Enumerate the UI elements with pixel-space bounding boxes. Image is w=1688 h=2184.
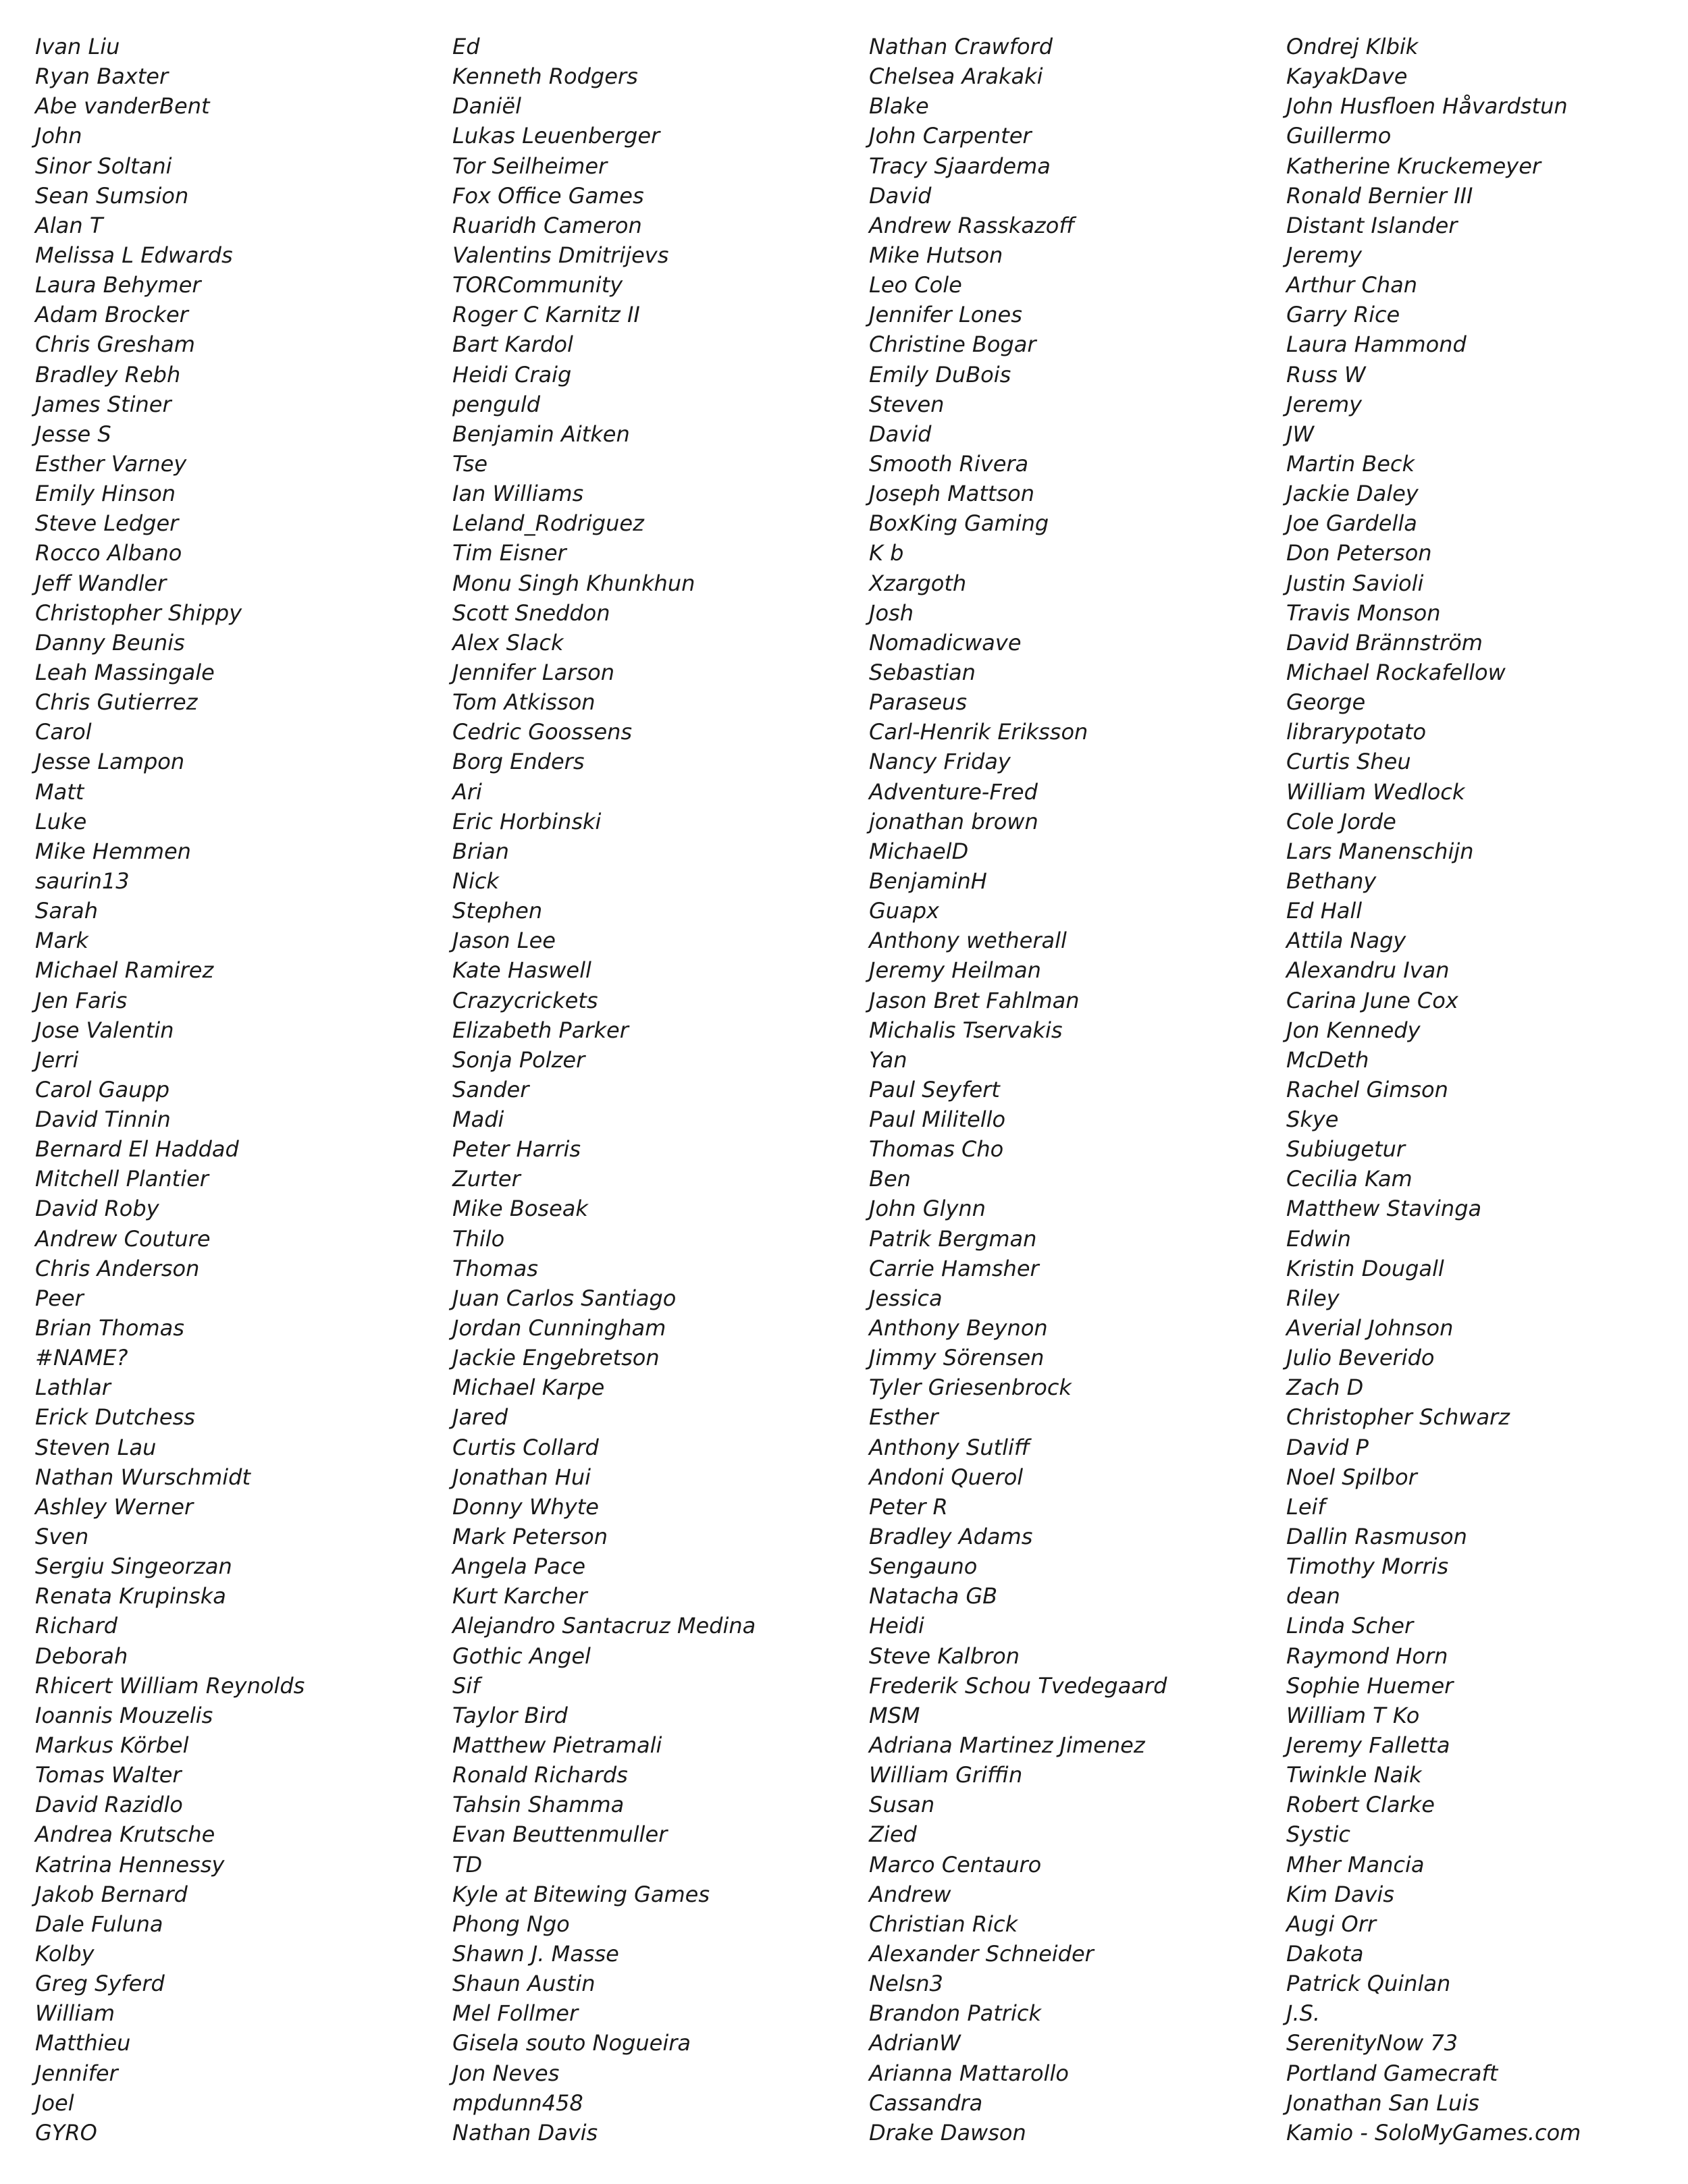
name-entry: #NAME? — [35, 1345, 128, 1371]
name-entry: Mitchell Plantier — [35, 1166, 209, 1192]
name-entry: Anthony Beynon — [869, 1315, 1048, 1341]
name-entry: Melissa L Edwards — [35, 242, 233, 268]
name-entry: David P — [1286, 1434, 1369, 1460]
name-entry: Jesse Lampon — [35, 749, 185, 775]
name-entry: Gothic Angel — [452, 1643, 591, 1669]
name-entry: Leah Massingale — [35, 659, 215, 685]
name-entry: Noel Spilbor — [1286, 1464, 1417, 1490]
name-entry: AdrianW — [869, 2030, 961, 2056]
name-entry: William Wedlock — [1286, 778, 1465, 805]
name-entry: Tomas Walter — [35, 1762, 182, 1788]
name-entry: mpdunn458 — [452, 2089, 583, 2116]
name-entry: William — [35, 2000, 115, 2027]
name-entry: McDeth — [1286, 1046, 1369, 1073]
name-entry: Alexander Schneider — [869, 1941, 1094, 1967]
name-entry: Jeremy — [1286, 391, 1363, 417]
name-entry: Steven — [869, 391, 945, 417]
name-entry: Cedric Goossens — [452, 719, 633, 745]
name-entry: Jimmy Sörensen — [869, 1345, 1045, 1371]
name-entry: Rocco Albano — [35, 540, 182, 566]
name-entry: Mike Hemmen — [35, 838, 191, 864]
name-entry: Joel — [35, 2089, 74, 2116]
name-entry: Ari — [452, 778, 482, 805]
name-entry: Tim Eisner — [452, 540, 566, 566]
name-entry: Ryan Baxter — [35, 63, 169, 90]
name-entry: Portland Gamecraft — [1286, 2060, 1498, 2086]
name-entry: Shawn J. Masse — [452, 1941, 619, 1967]
name-entry: Ruaridh Cameron — [452, 212, 642, 238]
name-entry: Jose Valentin — [35, 1017, 174, 1043]
name-entry: Jared — [452, 1404, 508, 1431]
name-entry: Sarah — [35, 898, 98, 924]
name-entry: TORCommunity — [452, 272, 623, 298]
name-entry: Andrew Rasskazoff — [869, 212, 1075, 238]
name-entry: Nathan Crawford — [869, 34, 1053, 59]
name-entry: Lathlar — [35, 1375, 111, 1401]
name-entry: Jennifer — [35, 2060, 118, 2086]
name-entry: Ioannis Mouzelis — [35, 1702, 213, 1728]
name-entry: Markus Körbel — [35, 1732, 189, 1759]
name-entry: Ivan Liu — [35, 34, 120, 59]
name-entry: Luke — [35, 808, 87, 834]
name-entry: Guillermo — [1286, 123, 1392, 149]
name-entry: MichaelD — [869, 838, 969, 864]
name-entry: Jason Bret Fahlman — [869, 987, 1080, 1013]
name-entry: David — [869, 421, 932, 447]
name-entry: Ondrej Klbik — [1286, 34, 1419, 59]
name-entry: Roger C Karnitz II — [452, 302, 640, 328]
name-entry: Dakota — [1286, 1941, 1364, 1967]
name-entry: Kristin Dougall — [1286, 1255, 1444, 1281]
name-entry: Peer — [35, 1285, 84, 1311]
name-entry: Zach D — [1286, 1375, 1364, 1401]
name-entry: Sean Sumsion — [35, 182, 189, 209]
name-entry: Russ W — [1286, 361, 1366, 388]
name-entry: Natacha GB — [869, 1583, 998, 1609]
name-entry: Matthew Stavinga — [1286, 1196, 1482, 1222]
name-entry: David Tinnin — [35, 1107, 171, 1133]
name-entry: Peter R — [869, 1493, 948, 1520]
name-entry: Carol — [35, 719, 92, 745]
name-entry: Matthieu — [35, 2030, 131, 2056]
name-entry: Alex Slack — [452, 629, 564, 656]
name-entry: dean — [1286, 1583, 1340, 1609]
name-entry: Attila Nagy — [1286, 928, 1406, 954]
name-entry: Leland_Rodriguez — [452, 510, 644, 537]
name-entry: Zurter — [452, 1166, 521, 1192]
name-entry: Thilo — [452, 1225, 505, 1252]
name-entry: Evan Beuttenmuller — [452, 1821, 668, 1848]
name-entry: BenjaminH — [869, 868, 987, 894]
name-entry: Adriana Martinez Jimenez — [869, 1732, 1145, 1759]
name-entry: Jason Lee — [452, 928, 556, 954]
name-entry: Michael Ramirez — [35, 957, 214, 984]
name-entry: Brandon Patrick — [869, 2000, 1041, 2027]
name-entry: Leo Cole — [869, 272, 962, 298]
name-entry: Raymond Horn — [1286, 1643, 1448, 1669]
name-entry: Sif — [452, 1672, 480, 1699]
name-entry: Robert Clarke — [1286, 1792, 1435, 1818]
name-entry: Tracy Sjaardema — [869, 153, 1051, 179]
name-entry: Andrew — [869, 1881, 951, 1907]
name-entry: Kenneth Rodgers — [452, 63, 638, 90]
name-entry: David — [869, 182, 932, 209]
name-entry: saurin13 — [35, 868, 130, 894]
name-entry: Adventure-Fred — [869, 778, 1038, 805]
name-entry: Christian Rick — [869, 1911, 1018, 1937]
name-entry: Ed — [452, 34, 480, 59]
name-entry: Jordan Cunningham — [452, 1315, 666, 1341]
name-entry: Kate Haswell — [452, 957, 591, 984]
name-entry: Tahsin Shamma — [452, 1792, 625, 1818]
name-entry: Twinkle Naik — [1286, 1762, 1422, 1788]
name-entry: Matthew Pietramali — [452, 1732, 662, 1759]
name-entry: Bradley Adams — [869, 1524, 1033, 1550]
name-entry: Ben — [869, 1166, 911, 1192]
name-entry: Zied — [869, 1821, 917, 1848]
name-entry: Cecilia Kam — [1286, 1166, 1413, 1192]
name-entry: Kamio - SoloMyGames.com — [1286, 2119, 1581, 2146]
name-entry: Jeremy Heilman — [869, 957, 1041, 984]
name-entry: Emily DuBois — [869, 361, 1011, 388]
name-entry: Donny Whyte — [452, 1493, 599, 1520]
name-entry: Curtis Sheu — [1286, 749, 1411, 775]
name-entry: Katherine Kruckemeyer — [1286, 153, 1541, 179]
name-entry: Garry Rice — [1286, 302, 1400, 328]
name-entry: Tor Seilheimer — [452, 153, 608, 179]
name-entry: Christopher Schwarz — [1286, 1404, 1510, 1431]
name-entry: Monu Singh Khunkhun — [452, 570, 695, 596]
name-entry: Jeremy — [1286, 242, 1363, 268]
name-entry: Jerri — [35, 1046, 79, 1073]
name-entry: Alexandru Ivan — [1286, 957, 1450, 984]
name-entry: Christine Bogar — [869, 331, 1036, 358]
name-entry: Ashley Werner — [35, 1493, 194, 1520]
name-entry: Thomas Cho — [869, 1136, 1004, 1163]
name-entry: Alan T — [35, 212, 103, 238]
name-entry: Tom Atkisson — [452, 689, 596, 716]
name-entry: Esther — [869, 1404, 939, 1431]
name-entry: Jennifer Lones — [869, 302, 1022, 328]
name-entry: J.S. — [1286, 2000, 1321, 2027]
name-entry: Chelsea Arakaki — [869, 63, 1043, 90]
name-entry: Jesse S — [35, 421, 111, 447]
name-entry: Nathan Davis — [452, 2119, 598, 2146]
name-entry: Jackie Engebretson — [452, 1345, 660, 1371]
name-entry: Bradley Rebh — [35, 361, 181, 388]
name-entry: Daniël — [452, 93, 521, 119]
name-entry: Augi Orr — [1286, 1911, 1377, 1937]
name-entry: Don Peterson — [1286, 540, 1432, 566]
name-entry: Katrina Hennessy — [35, 1851, 225, 1877]
name-entry: Carol Gaupp — [35, 1076, 170, 1102]
name-column-4 — [1286, 32, 1688, 2148]
name-entry: Averial Johnson — [1286, 1315, 1454, 1341]
name-entry: Andrea Krutsche — [35, 1821, 215, 1848]
name-entry: Chris Anderson — [35, 1255, 200, 1281]
name-entry: Abe vanderBent — [35, 93, 210, 119]
name-entry: penguld — [452, 391, 541, 417]
name-entry: Lars Manenschijn — [1286, 838, 1474, 864]
name-entry: Blake — [869, 93, 929, 119]
name-entry: Sven — [35, 1524, 89, 1550]
name-entry: Taylor Bird — [452, 1702, 568, 1728]
name-entry: Carina June Cox — [1286, 987, 1458, 1013]
name-entry: Steve Kalbron — [869, 1643, 1020, 1669]
name-column-3 — [869, 32, 1274, 2148]
name-entry: John Glynn — [869, 1196, 986, 1222]
name-entry: Laura Behymer — [35, 272, 201, 298]
name-entry: James Stiner — [35, 391, 172, 417]
name-entry: Yan — [869, 1046, 907, 1073]
name-entry: Guapx — [869, 898, 939, 924]
name-entry: Sergiu Singeorzan — [35, 1553, 232, 1580]
name-entry: Sebastian — [869, 659, 976, 685]
name-entry: David Brännström — [1286, 629, 1483, 656]
name-entry: Sengauno — [869, 1553, 978, 1580]
name-entry: Smooth Rivera — [869, 450, 1029, 477]
name-entry: Matt — [35, 778, 84, 805]
name-entry: Mel Follmer — [452, 2000, 579, 2027]
name-entry: Patrik Bergman — [869, 1225, 1037, 1252]
name-entry: MSM — [869, 1702, 920, 1728]
name-entry: Eric Horbinski — [452, 808, 602, 834]
name-entry: Deborah — [35, 1643, 128, 1669]
name-entry: Tyler Griesenbrock — [869, 1375, 1072, 1401]
name-entry: K b — [869, 540, 904, 566]
name-entry: Michalis Tservakis — [869, 1017, 1063, 1043]
name-entry: Christopher Shippy — [35, 600, 242, 626]
name-entry: Heidi Craig — [452, 361, 572, 388]
name-entry: Juan Carlos Santiago — [452, 1285, 677, 1311]
name-entry: Fox Office Games — [452, 182, 644, 209]
name-entry: Michael Rockafellow — [1286, 659, 1506, 685]
name-entry: William T Ko — [1286, 1702, 1420, 1728]
name-entry: Distant Islander — [1286, 212, 1458, 238]
name-entry: John Husfloen Håvardstun — [1286, 93, 1568, 119]
name-entry: Benjamin Aitken — [452, 421, 630, 447]
name-entry: Bart Kardol — [452, 331, 573, 358]
name-entry: Mher Mancia — [1286, 1851, 1425, 1877]
name-entry: Anthony Sutliff — [869, 1434, 1030, 1460]
name-entry: librarypotato — [1286, 719, 1427, 745]
name-entry: jonathan brown — [869, 808, 1038, 834]
name-entry: Chris Gutierrez — [35, 689, 198, 716]
name-entry: Edwin — [1286, 1225, 1351, 1252]
name-entry: George — [1286, 689, 1366, 716]
name-entry: Steve Ledger — [35, 510, 179, 537]
name-entry: Jon Neves — [452, 2060, 560, 2086]
name-entry: Tse — [452, 450, 488, 477]
name-entry: Joe Gardella — [1286, 510, 1417, 537]
name-entry: Phong Ngo — [452, 1911, 570, 1937]
name-entry: Madi — [452, 1107, 504, 1133]
name-entry: Jon Kennedy — [1286, 1017, 1421, 1043]
name-entry: Leif — [1286, 1493, 1325, 1520]
name-column-1 — [35, 32, 440, 2148]
name-entry: Heidi — [869, 1613, 924, 1639]
name-entry: Sophie Huemer — [1286, 1672, 1454, 1699]
name-entry: Emily Hinson — [35, 481, 176, 507]
name-entry: Sander — [452, 1076, 529, 1102]
name-entry: Greg Syferd — [35, 1971, 165, 1997]
name-entry: Kyle at Bitewing Games — [452, 1881, 710, 1907]
name-entry: David Roby — [35, 1196, 159, 1222]
name-entry: Nick — [452, 868, 499, 894]
name-entry: SerenityNow 73 — [1286, 2030, 1458, 2056]
name-entry: Richard — [35, 1613, 118, 1639]
name-entry: Mark — [35, 928, 88, 954]
name-entry: Timothy Morris — [1286, 1553, 1449, 1580]
name-entry: Angela Pace — [452, 1553, 586, 1580]
name-entry: Anthony wetherall — [869, 928, 1067, 954]
name-entry: Jeff Wandler — [35, 570, 167, 596]
name-entry: Mike Hutson — [869, 242, 1003, 268]
name-entry: Susan — [869, 1792, 935, 1818]
name-entry: Systic — [1286, 1821, 1350, 1848]
name-entry: Drake Dawson — [869, 2119, 1026, 2146]
name-entry: Nomadicwave — [869, 629, 1022, 656]
name-entry: Laura Hammond — [1286, 331, 1467, 358]
name-entry: Nelsn3 — [869, 1971, 943, 1997]
name-entry: Dale Fuluna — [35, 1911, 163, 1937]
name-entry: William Griffin — [869, 1762, 1023, 1788]
name-entry: Jakob Bernard — [35, 1881, 188, 1907]
name-entry: Kolby — [35, 1941, 95, 1967]
name-entry: Nancy Friday — [869, 749, 1011, 775]
name-entry: Skye — [1286, 1107, 1339, 1133]
name-entry: Brian — [452, 838, 509, 864]
name-entry: Riley — [1286, 1285, 1340, 1311]
name-entry: Jessica — [869, 1285, 943, 1311]
name-entry: Julio Beverido — [1286, 1345, 1435, 1371]
name-entry: Paul Seyfert — [869, 1076, 1000, 1102]
name-entry: GYRO — [35, 2119, 97, 2146]
name-entry: Travis Monson — [1286, 600, 1441, 626]
name-entry: TD — [452, 1851, 483, 1877]
name-entry: Shaun Austin — [452, 1971, 596, 1997]
name-entry: Bernard El Haddad — [35, 1136, 239, 1163]
name-entry: Patrick Quinlan — [1286, 1971, 1451, 1997]
name-entry: Kim Davis — [1286, 1881, 1394, 1907]
name-entry: Brian Thomas — [35, 1315, 184, 1341]
name-entry: Borg Enders — [452, 749, 585, 775]
name-entry: John — [35, 123, 82, 149]
name-entry: Bethany — [1286, 868, 1377, 894]
name-entry: Justin Savioli — [1286, 570, 1424, 596]
name-entry: Ronald Bernier III — [1286, 182, 1473, 209]
name-entry: David Razidlo — [35, 1792, 183, 1818]
name-entry: Frederik Schou Tvedegaard — [869, 1672, 1167, 1699]
name-entry: Arthur Chan — [1286, 272, 1417, 298]
name-entry: Ronald Richards — [452, 1762, 628, 1788]
name-entry: Jonathan San Luis — [1286, 2089, 1479, 2116]
name-entry: Curtis Collard — [452, 1434, 599, 1460]
name-entry: Sonja Polzer — [452, 1046, 585, 1073]
name-entry: Subiugetur — [1286, 1136, 1406, 1163]
name-entry: Cole Jorde — [1286, 808, 1396, 834]
name-entry: Sinor Soltani — [35, 153, 172, 179]
name-entry: Adam Brocker — [35, 302, 188, 328]
name-entry: Andoni Querol — [869, 1464, 1024, 1490]
name-entry: Kurt Karcher — [452, 1583, 587, 1609]
name-entry: Crazycrickets — [452, 987, 598, 1013]
name-entry: Stephen — [452, 898, 543, 924]
name-entry: Jeremy Falletta — [1286, 1732, 1450, 1759]
name-entry: Michael Karpe — [452, 1375, 605, 1401]
name-entry: Nathan Wurschmidt — [35, 1464, 250, 1490]
name-entry: Arianna Mattarollo — [869, 2060, 1069, 2086]
name-entry: Jen Faris — [35, 987, 128, 1013]
name-entry: Carl-Henrik Eriksson — [869, 719, 1088, 745]
name-entry: Paraseus — [869, 689, 967, 716]
name-entry: Carrie Hamsher — [869, 1255, 1039, 1281]
name-entry: Paul Militello — [869, 1107, 1006, 1133]
name-entry: Ed Hall — [1286, 898, 1363, 924]
name-entry: Martin Beck — [1286, 450, 1415, 477]
name-entry: Rhicert William Reynolds — [35, 1672, 305, 1699]
name-entry: Jackie Daley — [1286, 481, 1419, 507]
name-entry: Andrew Couture — [35, 1225, 211, 1252]
name-entry: Renata Krupinska — [35, 1583, 226, 1609]
name-entry: John Carpenter — [869, 123, 1032, 149]
name-entry: Alejandro Santacruz Medina — [452, 1613, 756, 1639]
name-entry: Scott Sneddon — [452, 600, 610, 626]
name-entry: Chris Gresham — [35, 331, 195, 358]
name-entry: Gisela souto Nogueira — [452, 2030, 691, 2056]
name-entry: BoxKing Gaming — [869, 510, 1049, 537]
name-entry: Peter Harris — [452, 1136, 581, 1163]
name-entry: Jonathan Hui — [452, 1464, 591, 1490]
name-entry: Elizabeth Parker — [452, 1017, 629, 1043]
name-entry: Jennifer Larson — [452, 659, 614, 685]
name-entry: Esther Varney — [35, 450, 187, 477]
name-column-2 — [452, 32, 858, 2148]
name-entry: KayakDave — [1286, 63, 1408, 90]
name-entry: Danny Beunis — [35, 629, 185, 656]
name-entry: Josh — [869, 600, 914, 626]
name-entry: Linda Scher — [1286, 1613, 1414, 1639]
name-entry: JW — [1286, 421, 1315, 447]
name-entry: Dallin Rasmuson — [1286, 1524, 1467, 1550]
name-entry: Cassandra — [869, 2089, 983, 2116]
name-entry: Xzargoth — [869, 570, 967, 596]
name-entry: Valentins Dmitrijevs — [452, 242, 669, 268]
name-entry: Rachel Gimson — [1286, 1076, 1448, 1102]
name-entry: Thomas — [452, 1255, 538, 1281]
name-entry: Mike Boseak — [452, 1196, 588, 1222]
name-entry: Joseph Mattson — [869, 481, 1034, 507]
name-entry: Marco Centauro — [869, 1851, 1042, 1877]
name-entry: Mark Peterson — [452, 1524, 608, 1550]
name-entry: Erick Dutchess — [35, 1404, 195, 1431]
name-entry: Ian Williams — [452, 481, 584, 507]
name-entry: Lukas Leuenberger — [452, 123, 660, 149]
name-entry: Steven Lau — [35, 1434, 157, 1460]
